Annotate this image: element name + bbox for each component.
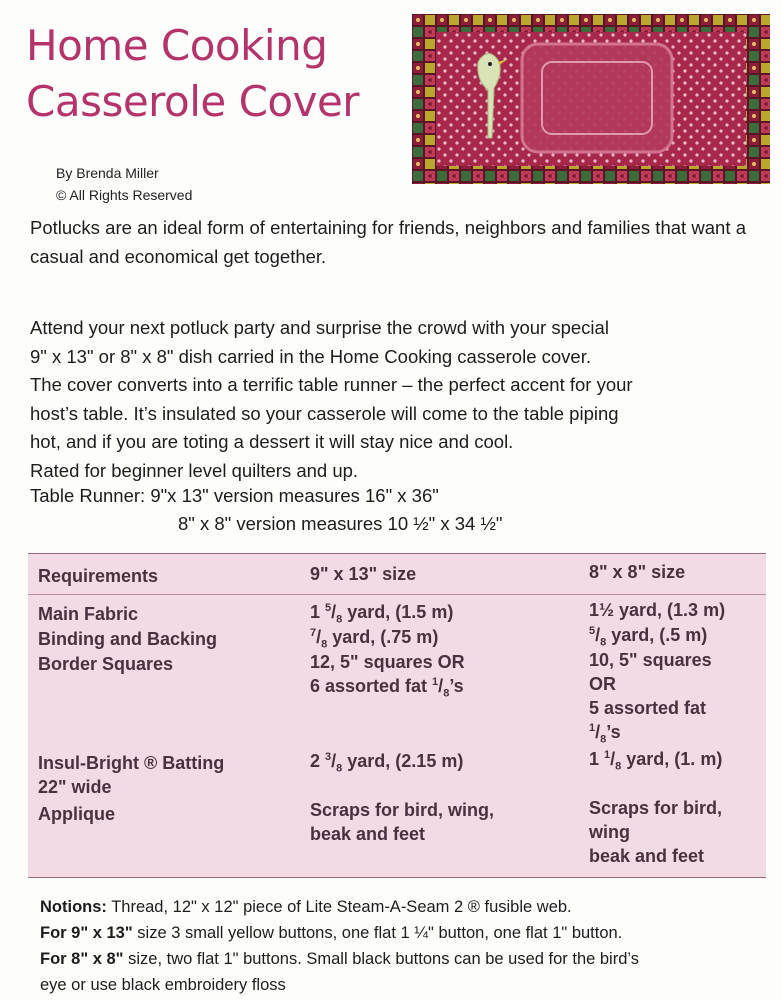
main-fabric-8x8: 1½ yard, (1.3 m) [589,600,726,620]
binding-9x13: $^7/_8$ yard, (.75 m) [310,627,439,651]
intro-line: host’s table. It’s insulated so your casserole will come to the table piping [30,402,619,424]
title-line-1: Home Cooking [26,21,328,70]
byline [56,162,192,206]
batting-8x8: 1 $^1/_8$ yard, (1. m) [589,749,723,773]
intro-paragraph-2 [30,314,750,485]
border-9x13: 12, 5" squares OR 6 assorted fat $^1/_8’s$ [310,652,465,700]
binding-8x8: $^5/_8$ yard, (.5 m) [589,625,708,649]
applique-8x8: Scraps for bird, wing beak and feet [589,798,723,866]
requirements-table [28,553,766,878]
intro-line: hot, and if you are toting a dessert it will stay nice and cool. [30,431,514,452]
row-label-applique: Applique [38,804,115,824]
table-header: Requirements [38,566,159,586]
row-label-binding: Binding and Backing [38,629,218,649]
notions-line: Notions: Thread, 12" x 12" piece of Lite Steam-A-Seam 2 ® fusible web. [40,898,572,916]
intro-paragraph-1: Potlucks are an ideal form of entertaining for friends, neighbors and families that want a casual and economical get together. [30,217,746,267]
table-header: 8" x 8" size [589,562,686,582]
table-header: 9" x 13" size [310,564,417,584]
applique-9x13: Scraps for bird, wing, beak and feet [310,800,495,844]
intro-line: Attend your next potluck party and surprise the crowd with your special [30,317,609,338]
intro-line: 9" x 13" or 8" x 8" dish carried in the Home Cooking casserole cover. [30,345,591,367]
intro-line: Rated for beginner level quilters and up. [30,459,359,481]
title-line-2: Casserole Cover [26,77,360,126]
author: By Brenda Miller [56,165,159,181]
row-label-main-fabric: Main Fabric [38,604,139,624]
page-title [26,18,359,130]
table-runner-size-2: 8" x 8" version measures 10 ½" x 34 ½" [178,513,503,534]
row-label-border-squares: Border Squares [38,654,174,674]
copyright: © All Rights Reserved [56,187,193,203]
row-label-batting: Insul-Bright ® Batting 22" wide [38,753,225,797]
notions-notes [40,894,770,998]
casserole-cover-photo [412,14,770,184]
main-fabric-9x13: 1 $^5/_8$ yard, (1.5 m) [310,602,454,626]
table-runner-size-1: Table Runner: 9"x 13" version measures 16" x 36" [30,485,439,506]
table-divider [28,594,766,595]
intro-line: The cover converts into a terrific table runner – the perfect accent for your [30,374,633,395]
notes-8x8-line: For 8" x 8" size, two flat 1" buttons. Small black buttons can be used for the bird’s [40,950,640,968]
notes-last-line: eye or use black embroidery floss [40,976,286,994]
notes-9x13-line: For 9" x 13" size 3 small yellow buttons, one flat 1 ¼" button, one flat 1" button. [40,924,623,942]
border-8x8: 10, 5" squares OR 5 assorted fat $^1/_8’s$ [589,650,712,746]
batting-9x13: 2 $^3/_8$ yard, (2.15 m) [310,751,464,775]
